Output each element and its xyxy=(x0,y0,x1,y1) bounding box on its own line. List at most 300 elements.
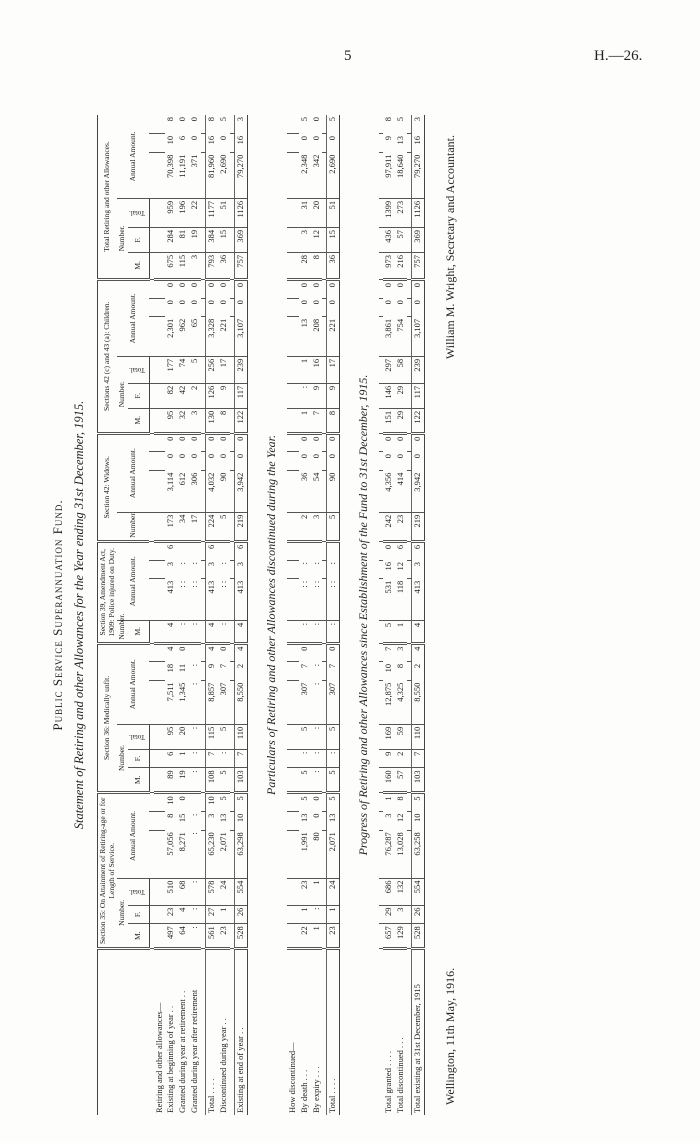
table-cell: 54 xyxy=(311,471,323,513)
table-cell: 2,690 xyxy=(327,153,340,199)
table-cell: 115 xyxy=(206,724,218,749)
header-total-count: Total. xyxy=(128,198,149,227)
table-cell: 0 xyxy=(165,282,176,288)
table-cell: 13 xyxy=(299,317,311,357)
section-title-progress: Progress of Retiring and other Allowances since Establishment of the Fund to 31st December, 1915. xyxy=(356,374,371,856)
header-number: Number. xyxy=(117,878,128,949)
table-cell xyxy=(154,579,166,621)
table-cell: 436 xyxy=(383,228,395,253)
table-cell: 3,328 xyxy=(206,317,218,356)
table-cell: 5 xyxy=(383,620,395,643)
table-cell: 0 xyxy=(395,282,406,288)
table-cell: 16 xyxy=(412,134,425,153)
table-cell: 8 xyxy=(165,813,176,818)
table-cell: : xyxy=(218,562,228,565)
table-cell: : xyxy=(311,620,323,643)
header-total-count: Total. xyxy=(128,356,149,383)
table-cell xyxy=(311,643,323,662)
table-cell: 0 xyxy=(395,453,406,459)
table-cell: 0 xyxy=(234,279,247,298)
table-cell: 18,640 xyxy=(395,153,407,199)
table-cell: 7 xyxy=(298,663,309,669)
table-cell xyxy=(287,452,299,471)
table-cell: 22 xyxy=(189,198,201,227)
table-cell: 0 xyxy=(327,433,340,452)
table-cell xyxy=(154,643,166,662)
table-cell: : : xyxy=(299,579,311,621)
table-cell: 1399 xyxy=(383,198,395,227)
table-cell: : xyxy=(327,560,340,579)
table-cell: : xyxy=(218,749,230,768)
table-cell: 26 xyxy=(234,905,247,924)
table-cell: 0 xyxy=(206,452,218,471)
table-cell: 239 xyxy=(412,356,425,383)
table-cell: 0 xyxy=(412,279,425,298)
table-cell: 0 xyxy=(165,300,176,305)
table-cell xyxy=(287,724,299,749)
table-cell: 0 xyxy=(234,298,247,317)
table-cell: 208 xyxy=(311,317,323,357)
table-cell: 8,857 xyxy=(206,681,218,725)
table-cell: 7 xyxy=(383,646,394,651)
table-cell: 103 xyxy=(234,768,247,793)
table-cell: 19 xyxy=(189,227,201,252)
header-s36: Section 36: Medically unfit. xyxy=(98,643,118,793)
table-row xyxy=(383,115,395,1115)
table-cell xyxy=(154,812,166,831)
table-cell: 224 xyxy=(206,512,218,541)
table-cell: 0 xyxy=(298,436,309,441)
table-cell: 5 xyxy=(218,796,228,801)
table-cell: 1 xyxy=(299,905,311,924)
table-cell: 68 xyxy=(177,878,189,905)
header-m: M. xyxy=(128,408,149,433)
table-cell xyxy=(287,793,299,812)
table-cell xyxy=(287,317,299,357)
table-cell xyxy=(154,383,166,408)
table-cell: 0 xyxy=(206,279,218,298)
table-cell: 0 xyxy=(327,452,340,471)
table-cell xyxy=(154,681,166,725)
footer-signature: William M. Wright, Secretary and Accountant. xyxy=(443,135,458,360)
header-number: Number. xyxy=(117,620,128,643)
table-cell: : xyxy=(189,663,200,667)
table-cell: 10 xyxy=(383,663,394,673)
table-cell: 79,270 xyxy=(412,153,425,199)
allowances-table xyxy=(97,115,248,1115)
table-cell xyxy=(287,830,299,878)
page-code: H.—26. xyxy=(594,48,643,64)
table-cell: 3 xyxy=(395,646,406,651)
table-cell: 342 xyxy=(311,153,323,199)
table-cell xyxy=(287,115,299,134)
table-cell: 9 xyxy=(206,662,218,681)
table-cell: 384 xyxy=(206,227,218,252)
table-cell: 16 xyxy=(206,134,218,153)
table-cell: 973 xyxy=(383,252,395,279)
table-cell xyxy=(287,905,299,924)
footer-date: Wellington, 11th May, 1916. xyxy=(443,967,458,1105)
table-cell: 0 xyxy=(310,300,321,305)
table-cell: : xyxy=(189,749,201,768)
table-cell: : xyxy=(298,562,309,565)
table-cell: 0 xyxy=(383,453,394,459)
table-cell: 5 xyxy=(412,793,425,812)
table-cell: 17 xyxy=(189,512,201,541)
table-cell xyxy=(154,433,166,452)
table-cell: 0 xyxy=(310,282,321,288)
table-cell: : : xyxy=(189,579,201,621)
table-cell: 16 xyxy=(383,562,394,571)
table-cell: 2,071 xyxy=(327,830,340,878)
table-cell: 1 xyxy=(299,356,311,383)
table-cell: 81 xyxy=(177,227,189,252)
table-cell: 0 xyxy=(395,436,406,441)
table-cell: 9 xyxy=(218,383,230,408)
table-cell: 10 xyxy=(165,135,176,145)
table-cell: 7 xyxy=(311,408,323,433)
table-cell: 26 xyxy=(412,905,425,924)
table-cell: 16 xyxy=(311,356,323,383)
table-cell xyxy=(287,252,299,279)
table-cell: 74 xyxy=(177,356,189,383)
header-m: M. xyxy=(128,768,149,793)
table-cell: 1 xyxy=(177,749,189,768)
table-cell: 0 xyxy=(412,452,425,471)
table-cell: 3,861 xyxy=(383,317,395,357)
header-f: F. xyxy=(128,227,149,252)
table-cell: 0 xyxy=(189,300,200,305)
table-cell: 0 xyxy=(218,453,228,459)
table-cell: 657 xyxy=(383,924,395,949)
header-annual: Annual Amount. xyxy=(117,643,149,724)
table-cell: 57,056 xyxy=(165,830,177,878)
table-cell: 97,911 xyxy=(383,153,395,199)
table-cell: 8,271 xyxy=(177,830,189,878)
table-cell: 115 xyxy=(177,252,189,279)
table-cell: 8 xyxy=(327,408,340,433)
table-cell: 0 xyxy=(383,300,394,305)
table-cell: : xyxy=(189,562,200,565)
row-label: Granted during year at retirement . . xyxy=(177,990,188,1113)
table-cell: 5 xyxy=(218,117,228,122)
table-cell: 57 xyxy=(395,768,407,793)
table-cell: 17 xyxy=(327,356,340,383)
table-cell xyxy=(287,749,299,768)
table-cell: : xyxy=(327,749,340,768)
table-cell: 7 xyxy=(327,662,340,681)
table-cell xyxy=(287,512,299,541)
header-number: Number. xyxy=(117,356,128,433)
footer xyxy=(443,115,463,1115)
table-cell: 18 xyxy=(165,663,176,673)
section-title-discontinued: Particulars of Retiring and other Allowances discontinued during the Year. xyxy=(263,435,278,795)
table-cell: 23 xyxy=(299,878,311,905)
table-cell: 7 xyxy=(234,749,247,768)
table-cell: 7 xyxy=(412,749,425,768)
table-cell: 29 xyxy=(395,408,407,433)
table-cell xyxy=(287,560,299,579)
header-s42: Section 42: Widows. xyxy=(98,433,118,541)
table-cell: 173 xyxy=(165,512,177,541)
discontinued-table xyxy=(287,115,341,1115)
table-cell: 4 xyxy=(234,620,247,643)
table-cell: 32 xyxy=(177,408,189,433)
table-cell: 24 xyxy=(327,878,340,905)
table-cell: 5 xyxy=(234,793,247,812)
table-cell xyxy=(154,620,166,643)
table-cell xyxy=(154,452,166,471)
table-body-discontinued xyxy=(287,115,340,1115)
table-row xyxy=(218,115,230,1115)
table-cell xyxy=(311,541,323,560)
table-cell: 4 xyxy=(165,646,176,651)
table-cell: 578 xyxy=(206,878,218,905)
document-title: Public Service Superannuation Fund. xyxy=(50,499,65,731)
table-cell: 3 xyxy=(234,115,247,134)
table-cell: : xyxy=(299,620,311,643)
table-cell: : xyxy=(218,620,230,643)
table-cell: 10 xyxy=(412,812,425,831)
table-cell: 1 xyxy=(311,924,323,949)
table-cell: 5 xyxy=(218,724,230,749)
table-cell xyxy=(154,830,166,878)
table-cell: 65 xyxy=(189,317,201,356)
table-cell xyxy=(287,620,299,643)
table-cell: 3 xyxy=(412,115,425,134)
table-cell: 414 xyxy=(395,471,407,513)
table-cell: 9 xyxy=(311,383,323,408)
table-cell xyxy=(189,541,201,560)
row-label: Total granted . . . . xyxy=(383,1051,394,1113)
table-cell: 3,114 xyxy=(165,471,177,513)
table-cell: 7 xyxy=(206,749,218,768)
row-heading: Retiring and other allowances— xyxy=(153,1002,164,1113)
row-label: Existing at end of year . . xyxy=(234,949,247,1115)
table-cell: 5 xyxy=(327,115,340,134)
table-cell: 307 xyxy=(218,681,230,725)
table-cell: 0 xyxy=(383,282,394,288)
table-cell: 0 xyxy=(298,282,309,288)
table-cell: 13 xyxy=(395,135,406,145)
table-cell: : xyxy=(311,749,323,768)
table-cell: 24 xyxy=(218,878,230,905)
table-cell: 6 xyxy=(165,544,176,550)
table-cell xyxy=(154,541,166,560)
table-cell: 20 xyxy=(177,724,189,749)
table-cell xyxy=(154,252,166,279)
table-cell xyxy=(287,198,299,227)
table-cell xyxy=(287,153,299,199)
header-m: M. xyxy=(128,620,149,643)
table-cell: 12 xyxy=(311,228,323,253)
table-cell: 0 xyxy=(310,135,321,141)
table-cell xyxy=(218,541,230,560)
row-label: Granted during year after retirement xyxy=(189,989,200,1113)
table-cell: 4 xyxy=(165,620,177,643)
table-cell: 5 xyxy=(327,512,340,541)
table-cell: 23 xyxy=(218,924,230,949)
table-cell xyxy=(154,768,166,793)
table-cell: 12,875 xyxy=(383,681,395,725)
table-cell: 90 xyxy=(218,471,230,513)
table-cell: 122 xyxy=(234,408,247,433)
table-cell xyxy=(154,512,166,541)
table-cell: 0 xyxy=(177,436,188,441)
table-cell: 242 xyxy=(383,512,395,541)
table-cell: 216 xyxy=(395,252,407,279)
table-cell: 4 xyxy=(412,643,425,662)
table-cell: 15 xyxy=(327,228,340,253)
table-cell: 6 xyxy=(177,135,188,141)
table-cell: 2,071 xyxy=(218,830,230,878)
table-cell: 11 xyxy=(177,663,188,673)
table-cell: 16 xyxy=(234,134,247,153)
table-cell: 0 xyxy=(218,282,228,288)
table-cell: 76,287 xyxy=(383,830,395,878)
table-cell: 5 xyxy=(327,768,340,793)
header-total-count: Total. xyxy=(128,724,149,749)
header-s39: Section 39, Amendment Act, 1909: Police injured on Duty. xyxy=(98,541,118,643)
table-cell: 0 xyxy=(383,544,394,550)
table-cell: 369 xyxy=(234,227,247,252)
table-cell: 5 xyxy=(189,356,201,383)
table-cell: 528 xyxy=(412,924,425,949)
table-cell xyxy=(287,541,299,560)
row-label: By death . . . xyxy=(298,1069,309,1113)
table-cell: 5 xyxy=(218,768,230,793)
table-cell xyxy=(287,356,299,383)
table-cell: 4,325 xyxy=(395,681,407,725)
table-cell: 70,398 xyxy=(165,153,177,199)
table-cell: 5 xyxy=(218,512,230,541)
table-cell: 23 xyxy=(395,512,407,541)
header-f: F. xyxy=(128,749,149,768)
table-header xyxy=(98,115,150,1115)
table-cell: 9 xyxy=(383,749,395,768)
table-cell: 3,107 xyxy=(412,317,425,357)
table-cell: 3 xyxy=(234,560,247,579)
table-cell: 15 xyxy=(218,227,230,252)
table-cell: 130 xyxy=(206,408,218,433)
table-cell: 64 xyxy=(177,924,189,949)
table-cell: 6 xyxy=(395,544,406,550)
table-cell xyxy=(287,768,299,793)
table-cell: : xyxy=(311,681,323,725)
table-row xyxy=(311,115,323,1115)
table-cell: 27 xyxy=(206,905,218,924)
table-cell: 757 xyxy=(234,252,247,279)
header-annual: Annual Amount. xyxy=(117,793,149,878)
table-cell: 8 xyxy=(311,252,323,279)
table-cell: 110 xyxy=(412,724,425,749)
table-cell: 63,298 xyxy=(234,830,247,878)
table-cell: 65,230 xyxy=(206,830,218,878)
table-cell: 13,028 xyxy=(395,830,407,878)
table-cell: 413 xyxy=(234,579,247,621)
table-cell: 13 xyxy=(327,812,340,831)
table-cell: 10 xyxy=(165,796,176,805)
table-cell: 95 xyxy=(165,724,177,749)
table-cell: 8 xyxy=(395,796,406,801)
table-cell: 239 xyxy=(234,356,247,383)
table-cell xyxy=(287,681,299,725)
table-cell: 12 xyxy=(395,562,406,571)
table-cell: 19 xyxy=(177,768,189,793)
table-cell: 2 xyxy=(189,383,201,408)
table-cell: 6 xyxy=(165,749,177,768)
table-cell: 4 xyxy=(206,643,218,662)
table-cell: 554 xyxy=(412,878,425,905)
table-cell: 0 xyxy=(412,433,425,452)
row-label: By expiry . . . xyxy=(310,1066,321,1113)
table-cell: 413 xyxy=(206,579,218,621)
header-f: F. xyxy=(128,905,149,924)
table-cell: 0 xyxy=(177,646,188,651)
table-cell: 371 xyxy=(189,153,201,199)
table-cell: 9 xyxy=(383,135,394,141)
table-cell: 793 xyxy=(206,252,218,279)
row-label: Total . . . . xyxy=(206,949,218,1115)
table-cell: 4,356 xyxy=(383,471,395,513)
table-cell: 0 xyxy=(298,300,309,305)
table-cell xyxy=(154,153,166,199)
table-cell: : : xyxy=(218,579,230,621)
table-cell: 29 xyxy=(395,383,407,408)
table-cell: 2 xyxy=(299,512,311,541)
table-cell: 79,270 xyxy=(234,153,247,199)
table-body-current-year xyxy=(149,115,247,1115)
table-cell xyxy=(287,579,299,621)
table-cell: 2 xyxy=(234,662,247,681)
table-cell xyxy=(287,383,299,408)
table-cell: : xyxy=(189,813,200,816)
table-row xyxy=(287,115,299,1115)
table-cell: 3 xyxy=(165,562,176,567)
table-cell: : xyxy=(189,681,201,725)
table-cell: 51 xyxy=(218,198,230,227)
table-cell: 4,032 xyxy=(206,471,218,513)
document-subtitle: Statement of Retiring and other Allowances for the Year ending 31st December, 1915. xyxy=(72,400,86,830)
table-cell: 2 xyxy=(412,662,425,681)
table-cell: 3 xyxy=(311,512,323,541)
table-cell: : xyxy=(189,878,201,905)
table-cell: : xyxy=(299,749,311,768)
table-cell: 307 xyxy=(327,681,340,725)
table-cell xyxy=(287,924,299,949)
table-cell: 3,942 xyxy=(234,471,247,513)
table-cell: : xyxy=(189,768,201,793)
table-cell: 8 xyxy=(395,663,406,669)
table-cell: 0 xyxy=(206,433,218,452)
table-cell xyxy=(154,471,166,513)
row-heading: How discontinued— xyxy=(286,1042,297,1113)
table-cell: 11,191 xyxy=(177,153,189,199)
table-cell: 0 xyxy=(234,433,247,452)
table-cell: 51 xyxy=(327,198,340,227)
table-cell: 0 xyxy=(234,452,247,471)
table-cell: 413 xyxy=(165,579,177,621)
table-cell: 10 xyxy=(234,812,247,831)
table-cell xyxy=(154,793,166,812)
table-cell: 15 xyxy=(177,813,188,823)
table-cell: 80 xyxy=(311,830,323,878)
table-cell xyxy=(287,643,299,662)
table-cell: 5 xyxy=(327,724,340,749)
table-cell: 0 xyxy=(218,646,228,651)
header-s35: Section 35: On Attainment of Retiring-age or for Length of Service. xyxy=(98,793,118,949)
table-cell: 0 xyxy=(310,813,321,818)
